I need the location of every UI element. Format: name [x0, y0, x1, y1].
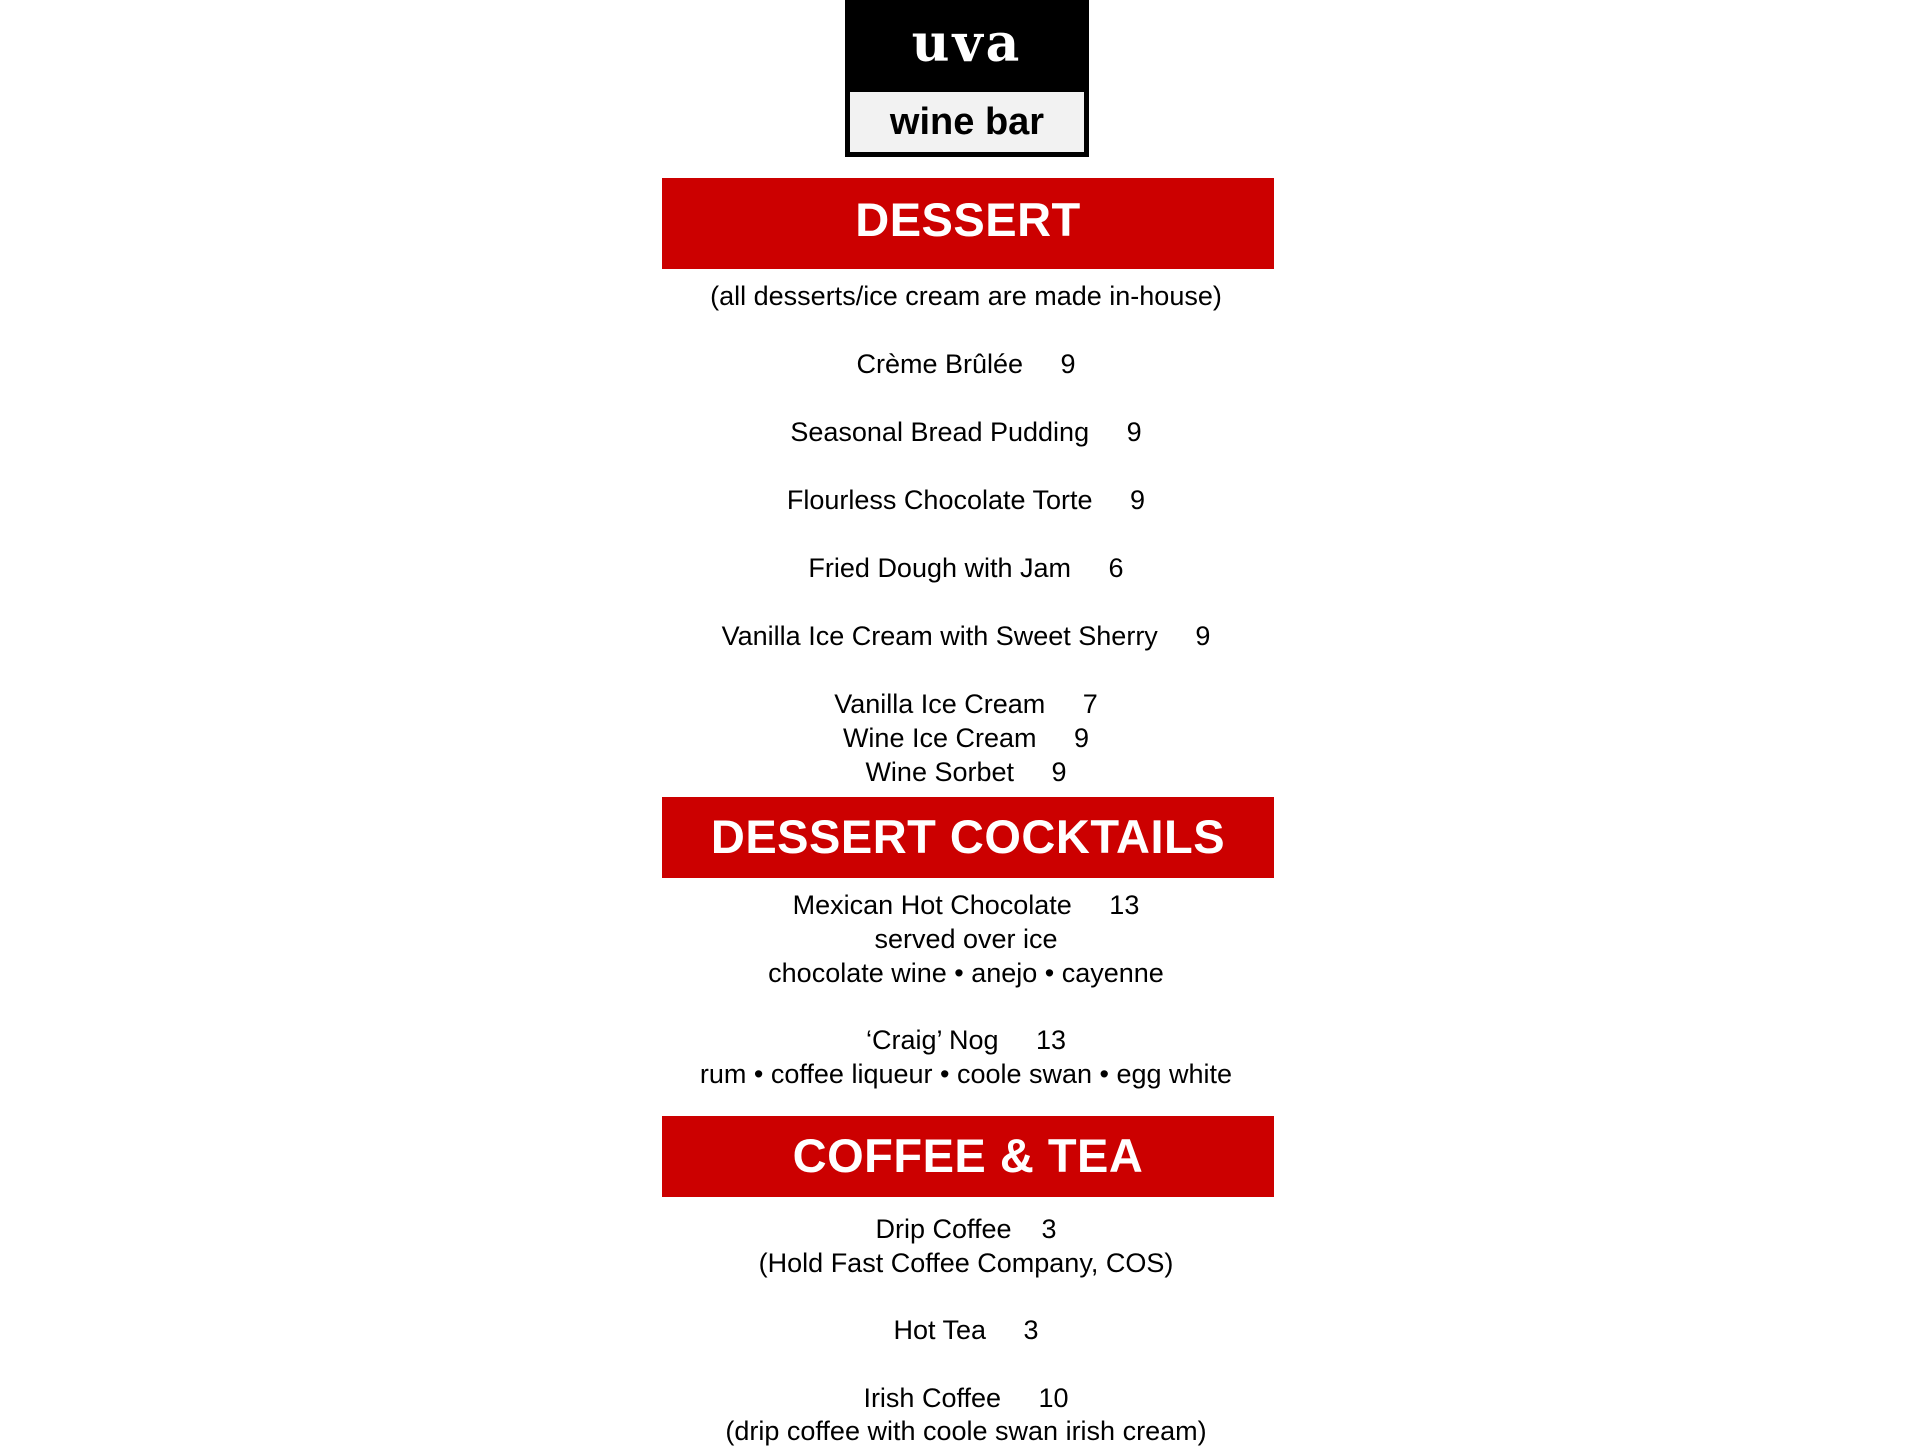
logo [845, 0, 1089, 157]
cocktail-item: rum • coffee liqueur • coole swan • egg white [699, 1059, 1233, 1089]
logo-tagline: wine bar [850, 92, 1084, 152]
dessert-note: (all desserts/ice cream are made in-house) [710, 281, 1222, 311]
dessert-item: Wine Ice Cream 9 [842, 723, 1090, 753]
coffee-item: Irish Coffee 10 [863, 1383, 1069, 1413]
dessert-item: Flourless Chocolate Torte 9 [786, 485, 1146, 515]
coffee-item: Drip Coffee 3 [875, 1214, 1057, 1244]
cocktail-item: ‘Craig’ Nog 13 [865, 1025, 1067, 1055]
coffee-item: (drip coffee with coole swan irish cream) [725, 1416, 1207, 1446]
cocktail-item: chocolate wine • anejo • cayenne [768, 958, 1164, 988]
dessert-item: Seasonal Bread Pudding 9 [790, 417, 1142, 447]
cocktails-heading: DESSERT COCKTAILS [662, 797, 1274, 878]
logo-name: uva [911, 13, 1023, 74]
cocktail-item: Mexican Hot Chocolate 13 [792, 890, 1140, 920]
dessert-item: Vanilla Ice Cream with Sweet Sherry 9 [721, 621, 1211, 651]
dessert-item: Vanilla Ice Cream 7 [834, 689, 1098, 719]
dessert-item: Fried Dough with Jam 6 [808, 553, 1124, 583]
dessert-heading: DESSERT [662, 178, 1274, 269]
dessert-item: Wine Sorbet 9 [865, 757, 1067, 787]
cocktail-item: served over ice [874, 924, 1058, 954]
coffee-item: Hot Tea 3 [893, 1315, 1039, 1345]
dessert-item: Crème Brûlée 9 [856, 349, 1076, 379]
coffee-item: (Hold Fast Coffee Company, COS) [758, 1248, 1174, 1278]
coffee-heading: COFFEE & TEA [662, 1116, 1274, 1197]
